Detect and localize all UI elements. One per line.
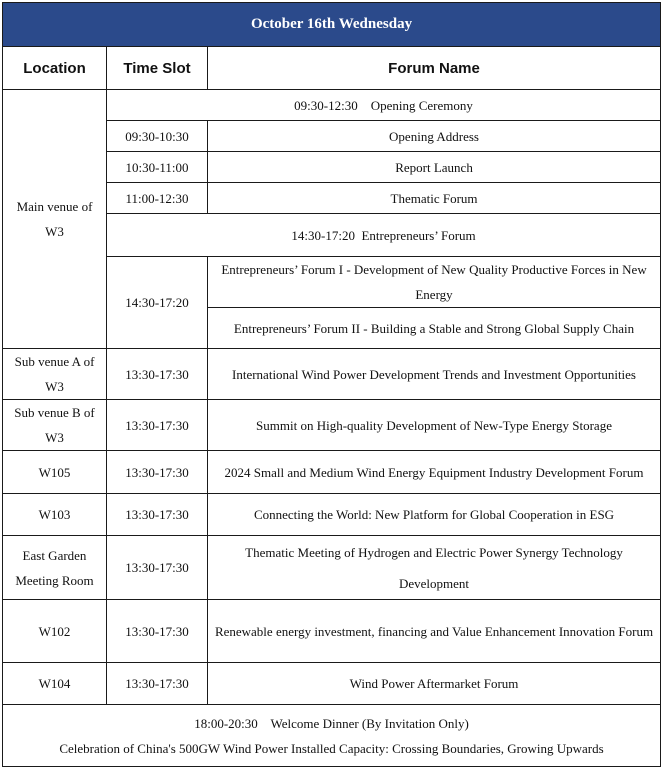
forum-name-cell: Report Launch [208, 152, 661, 183]
header-time-slot: Time Slot [107, 47, 208, 90]
welcome-dinner: 18:00-20:30 Welcome Dinner (By Invitation Only) [194, 715, 469, 731]
forum-name-cell: Summit on High-quality Development of New-Type Energy Storage [208, 400, 661, 451]
time-cell: 13:30-17:30 [107, 451, 208, 494]
location-cell: W102 [3, 600, 107, 663]
location-cell: W103 [3, 494, 107, 536]
forum-name-cell: Wind Power Aftermarket Forum [208, 663, 661, 705]
entrepreneurs-forum-heading: 14:30-17:20 Entrepreneurs’ Forum [107, 214, 661, 257]
location-cell: W104 [3, 663, 107, 705]
time-cell: 09:30-10:30 [107, 121, 208, 152]
time-cell: 13:30-17:30 [107, 663, 208, 705]
header-location: Location [3, 47, 107, 90]
time-cell: 13:30-17:30 [107, 349, 208, 400]
opening-ceremony: 09:30-12:30 Opening Ceremony [107, 90, 661, 121]
location-cell: Sub venue A of W3 [3, 349, 107, 400]
time-cell: 14:30-17:20 [107, 257, 208, 349]
time-cell: 10:30-11:00 [107, 152, 208, 183]
forum-name-cell: Entrepreneurs’ Forum I - Development of New Quality Productive Forces in New Energy [208, 257, 661, 308]
location-cell: Sub venue B of W3 [3, 400, 107, 451]
location-cell: W105 [3, 451, 107, 494]
forum-name-cell: Thematic Meeting of Hydrogen and Electric Power Synergy Technology Development [208, 536, 661, 600]
celebration-line: Celebration of China's 500GW Wind Power Installed Capacity: Crossing Boundaries, Growing Upwards [59, 740, 604, 756]
forum-name-cell: Opening Address [208, 121, 661, 152]
forum-name-cell: 2024 Small and Medium Wind Energy Equipment Industry Development Forum [208, 451, 661, 494]
header-forum-name: Forum Name [208, 47, 661, 90]
time-cell: 13:30-17:30 [107, 600, 208, 663]
time-cell: 13:30-17:30 [107, 400, 208, 451]
forum-name-cell: International Wind Power Development Trends and Investment Opportunities [208, 349, 661, 400]
time-cell: 13:30-17:30 [107, 536, 208, 600]
forum-name-cell: Connecting the World: New Platform for Global Cooperation in ESG [208, 494, 661, 536]
forum-name-cell: Renewable energy investment, financing and Value Enhancement Innovation Forum [208, 600, 661, 663]
main-venue-location: Main venue of W3 [3, 90, 107, 349]
schedule-title: October 16th Wednesday [3, 3, 661, 47]
forum-name-cell: Entrepreneurs’ Forum II - Building a Stable and Strong Global Supply Chain [208, 308, 661, 349]
forum-name-cell: Thematic Forum [208, 183, 661, 214]
location-cell: East Garden Meeting Room [3, 536, 107, 600]
time-cell: 13:30-17:30 [107, 494, 208, 536]
schedule-table [2, 2, 661, 767]
time-cell: 11:00-12:30 [107, 183, 208, 214]
footer-cell [3, 705, 661, 767]
